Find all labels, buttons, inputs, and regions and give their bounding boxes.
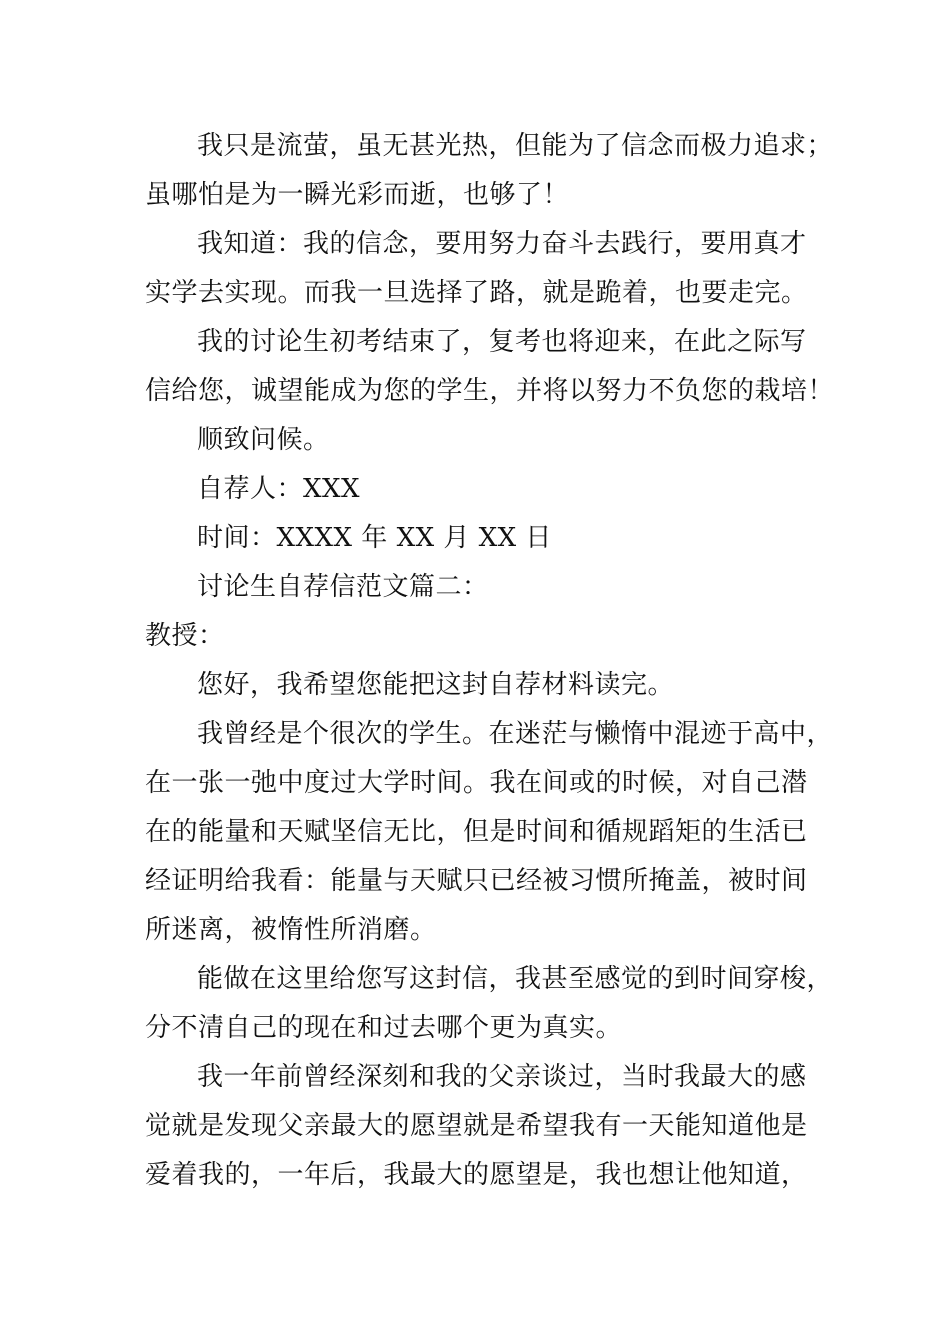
text-line: 我只是流萤，虽无甚光热，但能为了信念而极力追求； — [197, 131, 834, 161]
text-line: 虽哪怕是为一瞬光彩而逝，也够了！ — [145, 180, 570, 210]
text-line: 能做在这里给您写这封信，我甚至感觉的到时间穿梭， — [197, 964, 834, 994]
text-line: 您好，我希望您能把这封自荐材料读完。 — [197, 670, 675, 700]
text-line: 在的能量和天赋坚信无比，但是时间和循规蹈矩的生活已 — [145, 817, 808, 847]
text-line: 我的讨论生初考结束了，复考也将迎来，在此之际写 — [197, 327, 807, 357]
text-line: 所迷离，被惰性所消磨。 — [145, 915, 437, 945]
text-line: 我一年前曾经深刻和我的父亲谈过，当时我最大的感 — [197, 1062, 807, 1092]
text-line: 经证明给我看：能量与天赋只已经被习惯所掩盖，被时间 — [145, 866, 808, 896]
salutation: 教授： — [145, 621, 225, 651]
text-line: 觉就是发现父亲最大的愿望就是希望我有一天能知道他是 — [145, 1111, 808, 1141]
closing-greeting: 顺致问候。 — [197, 425, 330, 455]
text-line: 我曾经是个很次的学生。在迷茫与懒惰中混迹于高中， — [197, 719, 834, 749]
text-line: 爱着我的，一年后，我最大的愿望是，我也想让他知道， — [145, 1160, 808, 1190]
text-line: 分不清自己的现在和过去哪个更为真实。 — [145, 1013, 623, 1043]
text-line: 我知道：我的信念，要用努力奋斗去践行，要用真才 — [197, 229, 807, 259]
date-line: 时间：XXXX 年 XX 月 XX 日 — [197, 523, 552, 553]
text-line: 在一张一弛中度过大学时间。我在间或的时候，对自己潜 — [145, 768, 808, 798]
section-heading: 讨论生自荐信范文篇二： — [197, 572, 489, 602]
text-line: 实学去实现。而我一旦选择了路，就是跪着，也要走完。 — [145, 278, 808, 308]
letter-body — [145, 122, 835, 1200]
signature-line: 自荐人：XXX — [197, 474, 361, 504]
text-line: 信给您，诚望能成为您的学生，并将以努力不负您的栽培！ — [145, 376, 835, 406]
